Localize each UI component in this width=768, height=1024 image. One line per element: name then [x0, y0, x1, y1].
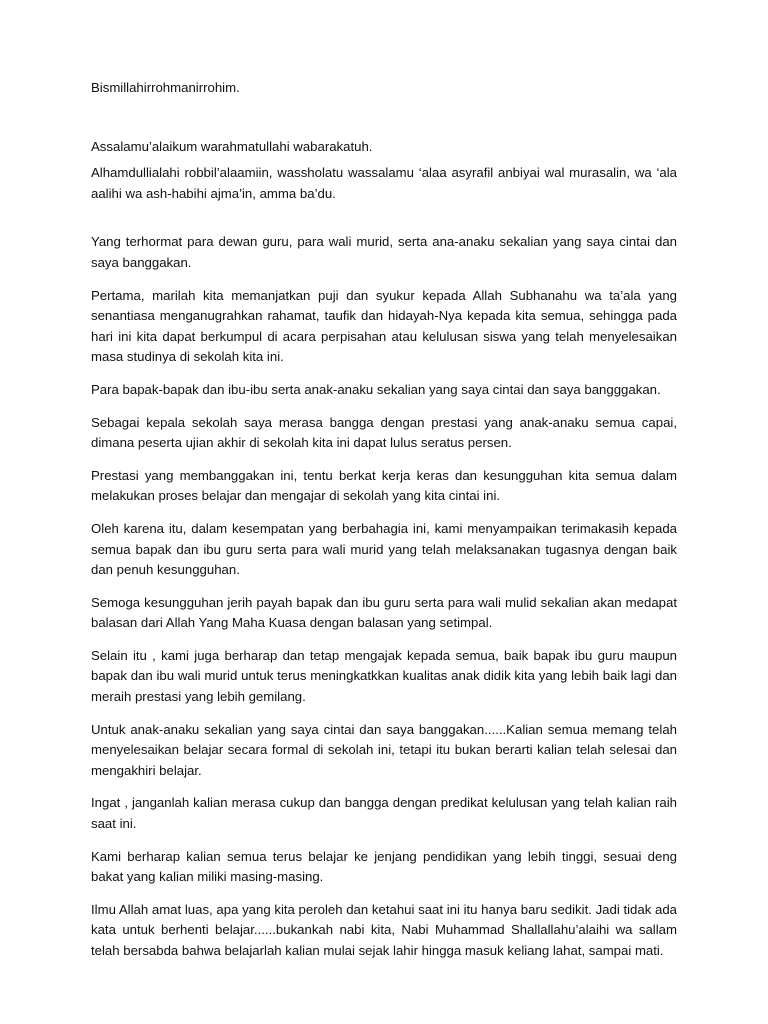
- greeting: Assalamu’alaikum warahmatullahi wabarakatuh.: [91, 138, 373, 154]
- paragraph-achievement: Sebagai kepala sekolah saya merasa bangga dengan prestasi yang anak-anaku semua capai, dimana peserta ujian akhir di sekolah kita ini dapat lulus seratus persen.: [91, 414, 677, 451]
- paragraph-knowledge: Ilmu Allah amat luas, apa yang kita peroleh dan ketahui saat ini itu hanya baru sedikit. Jadi tidak ada kata untuk berhenti belajar......bukankah nabi kita, Nabi Muhammad Shallallahu’alaihi wa sallam telah bersabda bahwa belajarlah kalian mulai sejak lahir hingga masuk keliang lahat, sampai mati.: [91, 901, 677, 958]
- paragraph-thanks: Oleh karena itu, dalam kesempatan yang berbahagia ini, kami menyampaikan terimakasih kepada semua bapak dan ibu guru serta para wali murid yang telah melaksanakan tugasnya dengan baik dan penuh kesungguhan.: [91, 520, 677, 578]
- paragraph-students: Untuk anak-anaku sekalian yang saya cintai dan saya banggakan......Kalian semua memang telah menyelesaikan belajar secara formal di sekolah ini, tetapi itu bukan berarti kalian telah selesai dan mengakhiri belajar.: [91, 721, 677, 778]
- opening-basmalah: Bismillahirrohmanirrohim.: [91, 80, 240, 95]
- address-audience: Yang terhormat para dewan guru, para wali murid, serta ana-anaku sekalian yang saya cintai dan saya banggakan.: [91, 234, 677, 270]
- paragraph-further-study: Kami berharap kalian semua terus belajar ke jenjang pendidikan yang lebih tinggi, sesuai deng bakat yang kalian miliki masing-masing.: [91, 848, 677, 885]
- document-body: [91, 78, 677, 962]
- paragraph-audience: Para bapak-bapak dan ibu-ibu serta anak-anaku sekalian yang saya cintai dan saya bangggakan.: [91, 381, 661, 397]
- paragraph-reminder: Ingat , janganlah kalian merasa cukup dan bangga dengan predikat kelulusan yang telah kalian raih saat ini.: [91, 795, 677, 832]
- paragraph-gratitude: Pertama, marilah kita memanjatkan puji dan syukur kepada Allah Subhanahu wa ta’ala yang senantiasa menganugrahkan rahamat, taufik dan hidayah-Nya kepada kita semua, sehingga pada hari ini kita dapat berkumpul di acara perpisahan atau kelulusan siswa yang telah menyelesaikan masa studinya di sekolah kita ini.: [91, 287, 677, 365]
- opening-praise: Alhamdullialahi robbil’alaamiin, wassholatu wassalamu ‘alaa asyrafil anbiyai wal murasalin, wa ‘ala aalihi wa ash-habihi ajma’in, amma ba’du.: [91, 165, 677, 201]
- paragraph-effort: Prestasi yang membanggakan ini, tentu berkat kerja keras dan kesungguhan kita semua dalam melakukan proses belajar dan mengajar di sekolah yang kita cintai ini.: [91, 467, 677, 504]
- paragraph-prayer: Semoga kesungguhan jerih payah bapak dan ibu guru serta para wali mulid sekalian akan medapat balasan dari Allah Yang Maha Kuasa dengan balasan yang setimpal.: [91, 594, 677, 631]
- paragraph-invitation: Selain itu , kami juga berharap dan tetap mengajak kepada semua, baik bapak ibu guru maupun bapak dan ibu wali murid untuk terus meningkatkkan kualitas anak didik kita yang lebih baik lagi dan meraih prestasi yang lebih gemilang.: [91, 647, 677, 705]
